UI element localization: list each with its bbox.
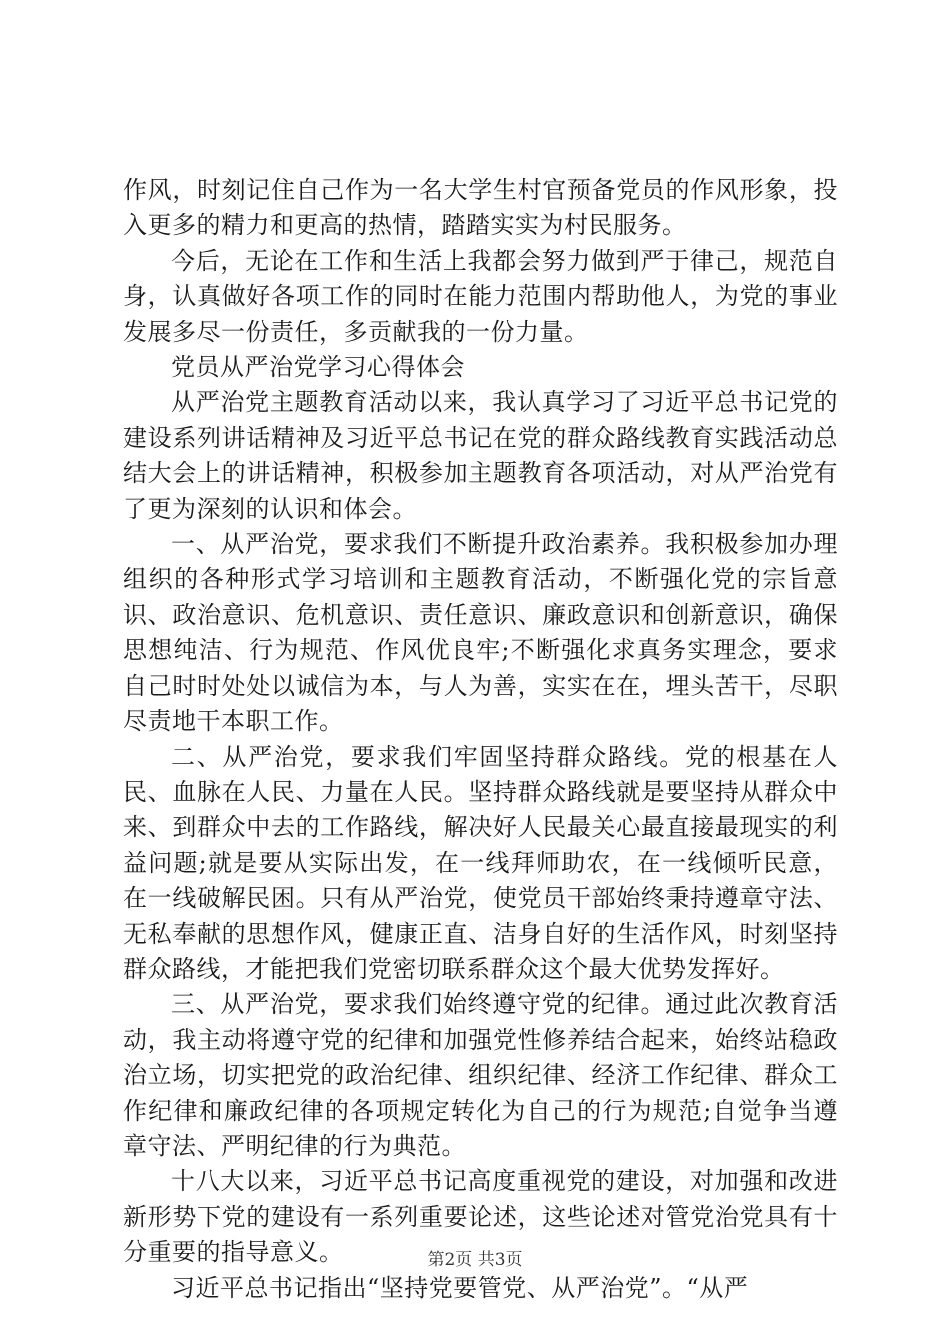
paragraph: 二、从严治党，要求我们牢固坚持群众路线。党的根基在人民、血脉在人民、力量在人民。坚持群众路线就是要坚持从群众中来、到群众中去的工作路线，解决好人民最关心最直接最现实的利益问题;就是要从实际出发，在一线拜师助农，在一线倾听民意，在一线破解民困。只有从严治党，使党员干部始终秉持遵章守法、无私奉献的思想作风，健康正直、洁身自好的生活作风，时刻坚持群众路线，才能把我们党密切联系群众这个最大优势发挥好。 [123, 742, 838, 983]
page-number-footer: 第2页 共3页 [427, 1250, 523, 1270]
paragraph: 三、从严治党，要求我们始终遵守党的纪律。通过此次教育活动，我主动将遵守党的纪律和加强党性修养结合起来，始终站稳政治立场，切实把党的政治纪律、组织纪律、经济工作纪律、群众工作纪律和廉政纪律的各项规定转化为自己的行为规范;自觉争当遵章守法、严明纪律的行为典范。 [123, 990, 838, 1160]
paragraph: 十八大以来，习近平总书记高度重视党的建设，对加强和改进新形势下党的建设有一系列重要论述，这些论述对管党治党具有十分重要的指导意义。 [123, 1167, 838, 1267]
paragraph: 习近平总书记指出“坚持党要管党、从严治党”。“从严 [171, 1273, 749, 1302]
section-heading: 党员从严治党学习心得体会 [171, 353, 465, 382]
paragraph: 一、从严治党，要求我们不断提升政治素养。我积极参加办理组织的各种形式学习培训和主题教育活动，不断强化党的宗旨意识、政治意识、危机意识、责任意识、廉政意识和创新意识，确保思想纯洁、行为规范、作风优良牢;不断强化求真务实理念，要求自己时时处处以诚信为本，与人为善，实实在在，埋头苦干，尽职尽责地干本职工作。 [123, 530, 838, 736]
paragraph: 从严治党主题教育活动以来，我认真学习了习近平总书记党的建设系列讲话精神及习近平总书记在党的群众路线教育实践活动总结大会上的讲话精神，积极参加主题教育各项活动，对从严治党有了更为深刻的认识和体会。 [123, 388, 838, 523]
paragraph-continuation: 作风，时刻记住自己作为一名大学生村官预备党员的作风形象，投入更多的精力和更高的热情，踏踏实实为村民服务。 [123, 176, 838, 240]
document-body [123, 173, 838, 1306]
paragraph: 今后，无论在工作和生活上我都会努力做到严于律己，规范自身，认真做好各项工作的同时在能力范围内帮助他人，为党的事业发展多尽一份责任，多贡献我的一份力量。 [123, 246, 838, 346]
